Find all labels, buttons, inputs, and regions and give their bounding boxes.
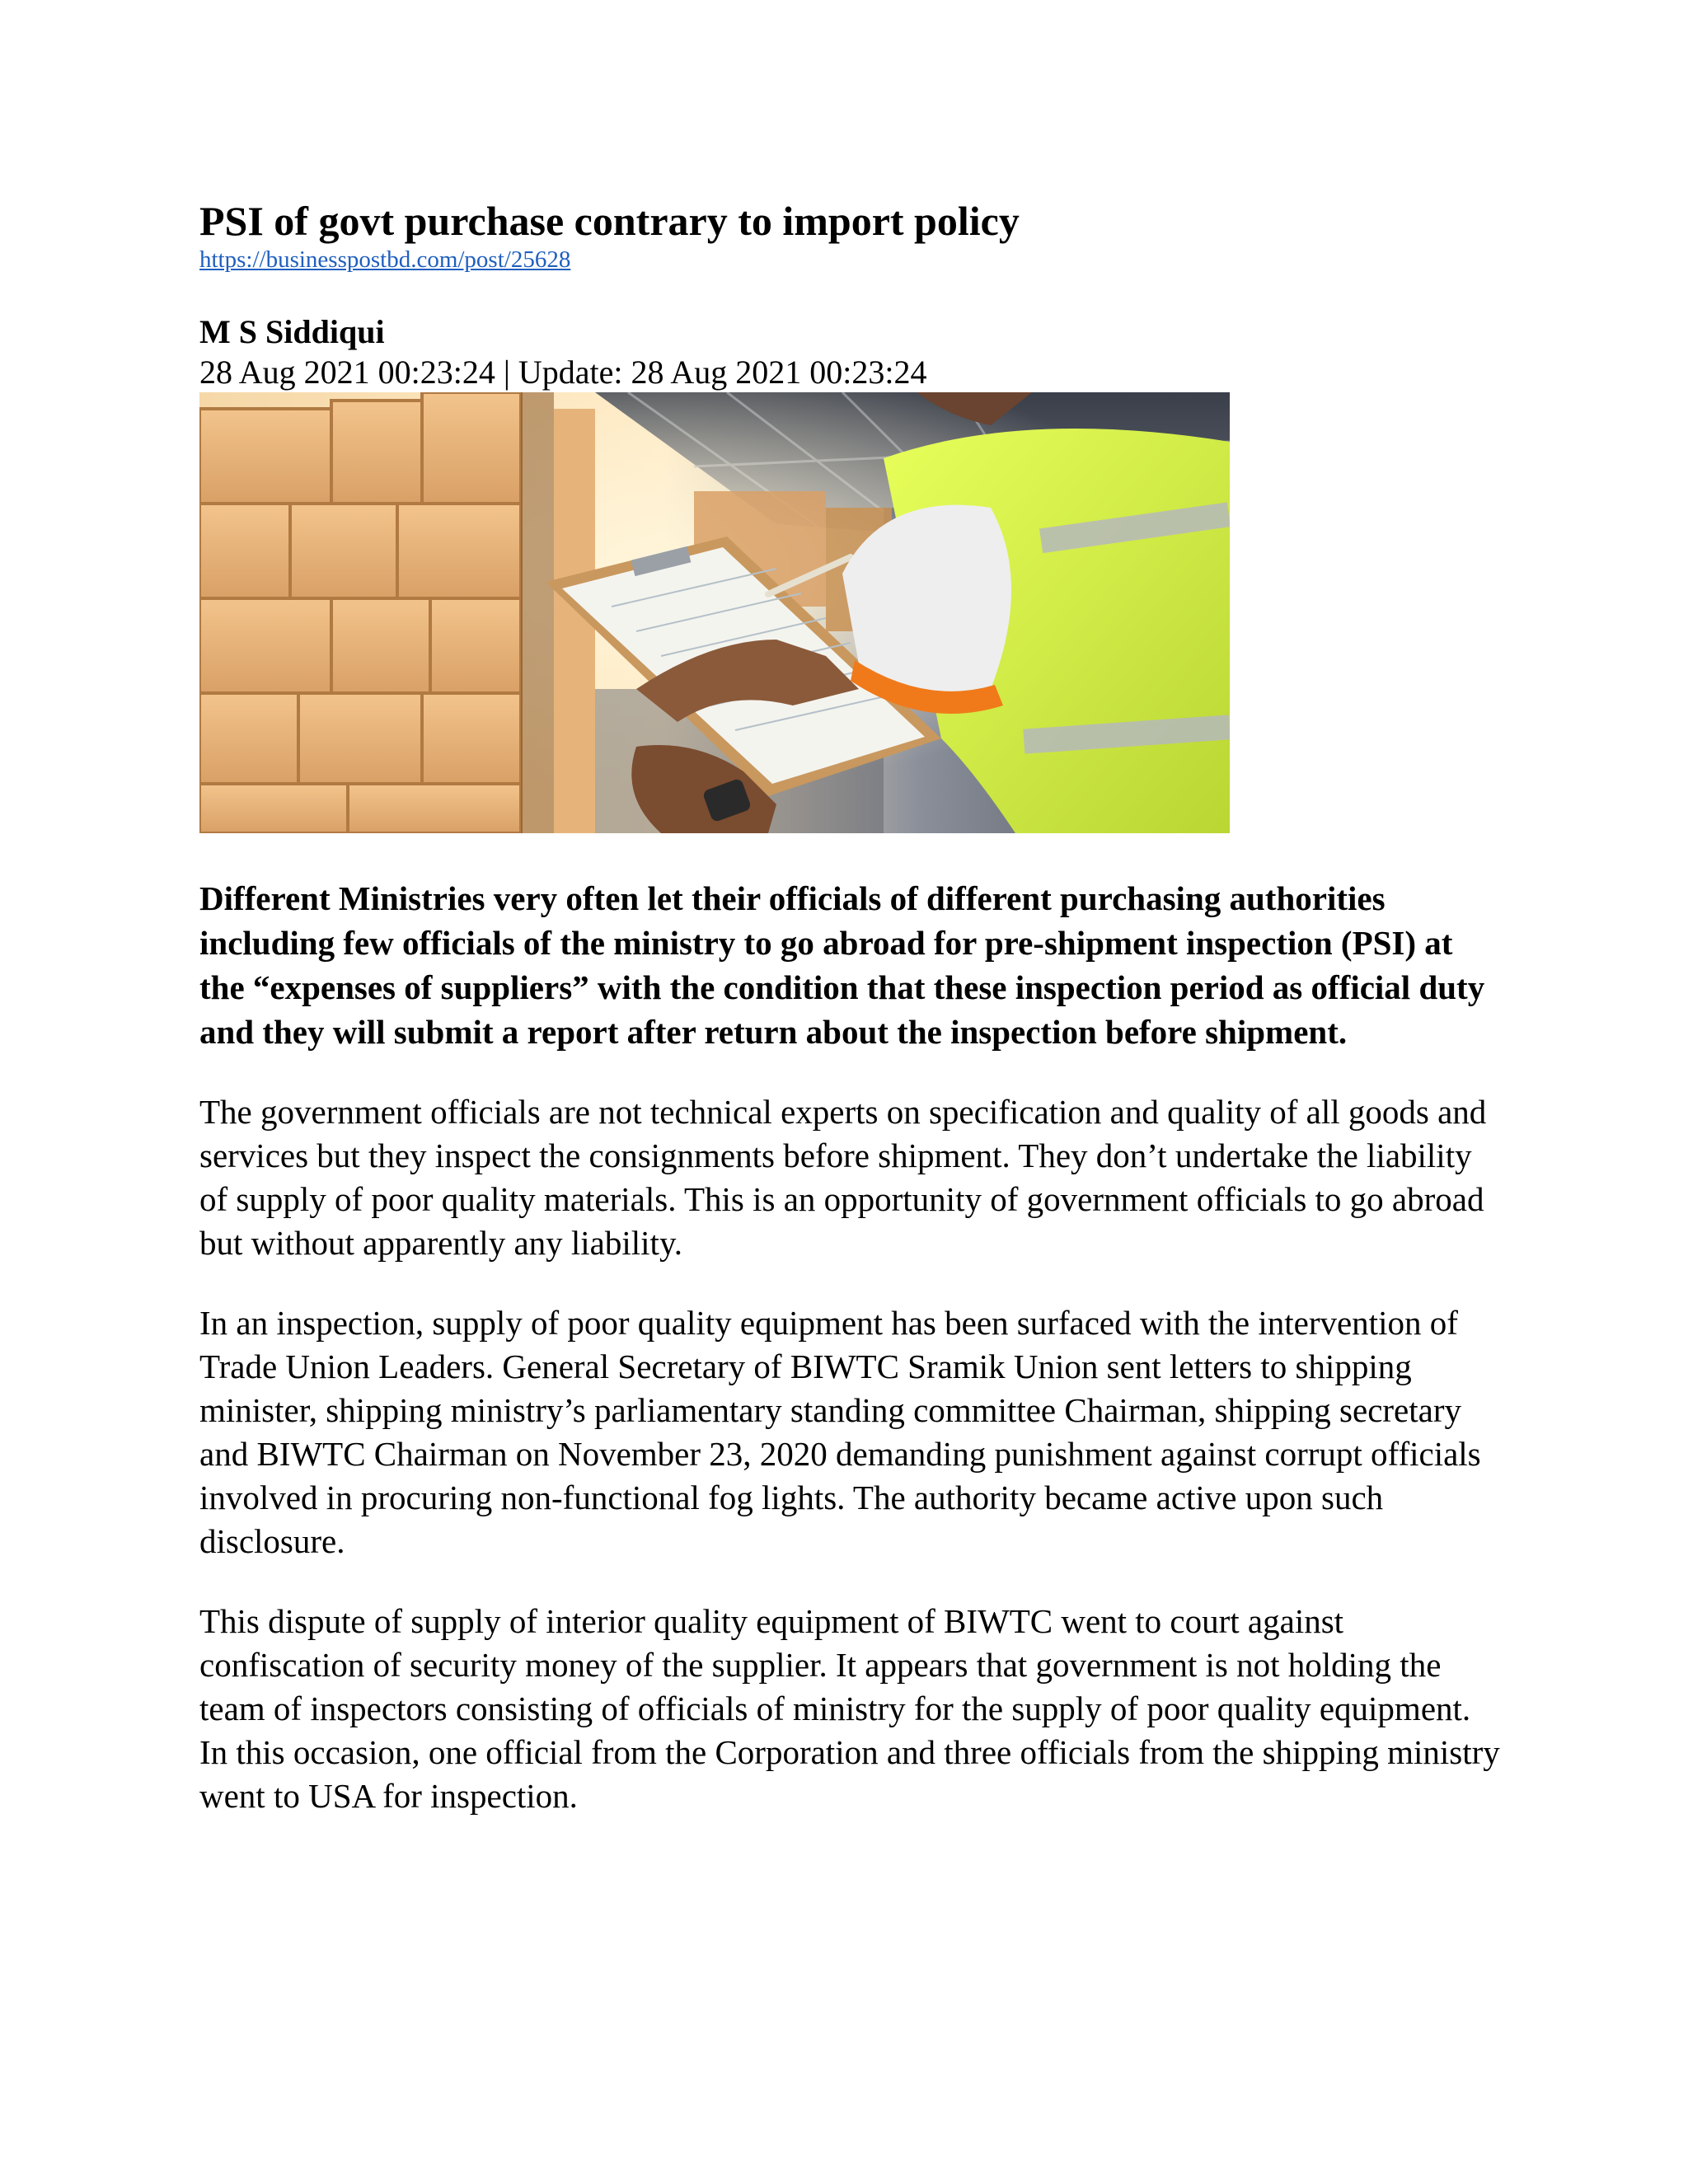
box-stack	[199, 392, 521, 833]
body-paragraph-2: In an inspection, supply of poor quality equipment has been surfaced with the intervention of Trade Union Leaders. General Secretary of BIWTC Sramik Union sent letters to shipping minister, shipping ministry’s parliamentary standing committee Chairman, shipping secretary and BIWTC Chairman on November 23, 2020 demanding punishment against corrupt officials involved in procuring non-functional fog lights. The authority became active upon such disclosure.	[199, 1304, 1481, 1560]
warehouse-inspection-photo	[199, 392, 1230, 833]
hero-image	[199, 392, 1230, 833]
lead-paragraph: Different Ministries very often let their officials of different purchasing authorities including few officials of the ministry to go abroad for pre-shipment inspection (PSI) at the “expenses of suppliers” with the condition that these inspection period as official duty and they will submit a report after return about the inspection before shipment.	[199, 879, 1485, 1051]
source-link[interactable]: https://businesspostbd.com/post/25628	[199, 246, 571, 273]
body-paragraph-1: The government officials are not technical experts on specification and quality of all goods and services but they inspect the consignments before shipment. They don’t undertake the liability of supply of poor quality materials. This is an opportunity of government officials to go abroad but without apparently any liability.	[199, 1093, 1487, 1262]
author-name: M S Siddiqui	[199, 313, 385, 350]
publish-dateline: 28 Aug 2021 00:23:24 | Update: 28 Aug 2021 00:23:24	[199, 354, 927, 391]
body-paragraph-3: This dispute of supply of interior quality equipment of BIWTC went to court against confiscation of security money of the supplier. It appears that government is not holding the team of inspectors consisting of officials of ministry for the supply of poor quality equipment. In this occasion, one official from the Corporation and three officials from the shipping ministry went to USA for inspection.	[199, 1602, 1500, 1815]
article	[199, 196, 1502, 1818]
article-title: PSI of govt purchase contrary to import policy	[199, 198, 1020, 244]
